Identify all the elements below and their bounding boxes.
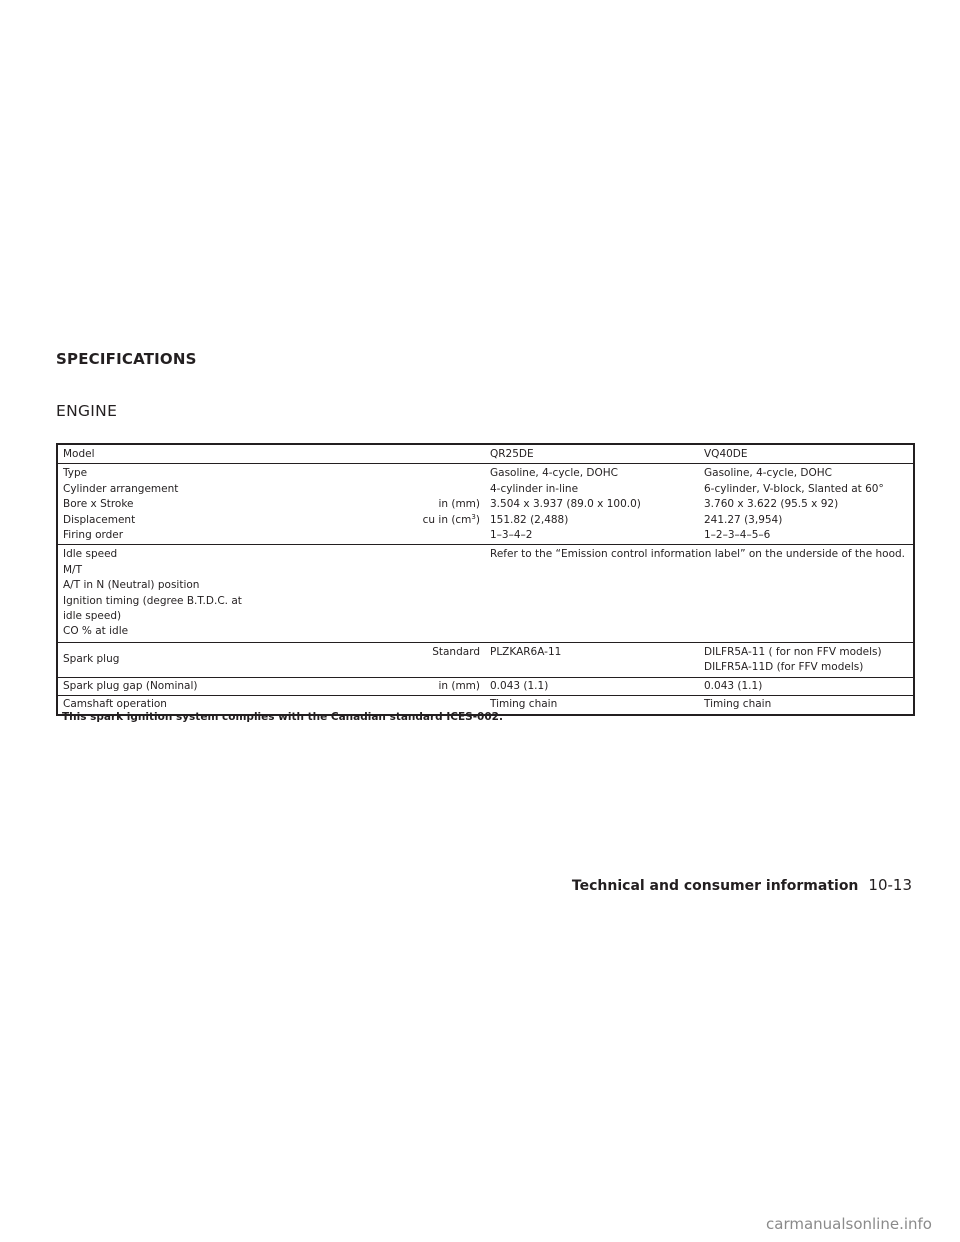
value-type-qr25de: Gasoline, 4-cycle, DOHC: [490, 467, 618, 480]
label-cylinder: Cylinder arrangement: [63, 482, 179, 495]
value-gap-qr25de: 0.043 (1.1): [485, 677, 699, 695]
value-camshaft-qr25de: Timing chain: [485, 696, 699, 715]
general-labels: [57, 464, 485, 545]
value-cylinder-vq40de: 6-cylinder, V-block, Slanted at 60°: [704, 482, 884, 495]
label-bore: Bore x Stroke: [63, 498, 134, 511]
unit-bore: in (mm): [438, 498, 480, 511]
header-model-vq40de: VQ40DE: [704, 448, 748, 460]
table-row-plug-gap: [57, 677, 914, 695]
idle-labels: [57, 545, 485, 642]
value-bore-vq40de: 3.760 x 3.622 (95.5 x 92): [704, 498, 839, 511]
value-spark-plug-vq40de-nonffv: DILFR5A-11 ( for non FFV models): [704, 645, 882, 658]
footer-chapter: Technical and consumer information: [571, 878, 859, 894]
value-displacement-vq40de: 241.27 (3,954): [704, 513, 783, 526]
header-model-qr25de: QR25DE: [490, 448, 534, 460]
subsection-title: ENGINE: [56, 402, 118, 420]
unit-plug-gap: in (mm): [438, 679, 480, 692]
label-firing: Firing order: [63, 529, 124, 542]
general-values-vq40de: [699, 464, 914, 545]
unit-spark-plug: Standard: [432, 645, 480, 658]
label-displacement: Displacement: [63, 513, 136, 526]
label-plug-gap: Spark plug gap (Nominal): [63, 679, 198, 692]
label-spark-plug: Spark plug: [63, 653, 120, 666]
table-header-row: [57, 444, 914, 464]
value-cylinder-qr25de: 4-cylinder in-line: [490, 482, 579, 495]
ices-compliance-note: This spark ignition system complies with the Canadian standard ICES-002.: [62, 711, 503, 723]
engine-spec-table: [56, 443, 915, 716]
idle-emission-note: Refer to the “Emission control information label” on the underside of the hood.: [485, 545, 914, 642]
value-spark-plug-vq40de-ffv: DILFR5A-11D (for FFV models): [704, 661, 864, 674]
unit-displacement: cu in $(cm^3)$: [422, 512, 480, 526]
table-row-spark-plug: [57, 642, 914, 677]
watermark: carmanualsonline.info: [766, 1215, 932, 1233]
label-co-idle: CO % at idle: [63, 625, 129, 638]
section-title: SPECIFICATIONS: [56, 350, 197, 368]
value-firing-vq40de: 1–2–3–4–5–6: [704, 529, 771, 542]
value-camshaft-vq40de: Timing chain: [699, 696, 914, 715]
label-camshaft: Camshaft operation: [57, 696, 485, 715]
table-row-general: [57, 464, 914, 545]
value-bore-qr25de: 3.504 x 3.937 (89.0 x 100.0): [490, 498, 641, 511]
value-type-vq40de: Gasoline, 4-cycle, DOHC: [704, 467, 832, 480]
table-row-idle: [57, 545, 914, 642]
value-firing-qr25de: 1–3–4–2: [490, 529, 533, 542]
value-gap-vq40de: 0.043 (1.1): [699, 677, 914, 695]
header-model-label: Model: [63, 448, 95, 460]
label-idle-speed: Idle speed: [63, 548, 118, 561]
footer-page-number: 10-13: [868, 876, 912, 894]
page-footer: [572, 876, 912, 894]
label-at-neutral: A/T in N (Neutral) position: [63, 579, 200, 592]
label-mt: M/T: [63, 563, 83, 576]
value-spark-plug-qr25de: PLZKAR6A-11: [485, 642, 699, 677]
label-type: Type: [63, 467, 88, 480]
value-displacement-qr25de: 151.82 (2,488): [490, 513, 569, 526]
general-values-qr25de: [485, 464, 699, 545]
label-ignition-timing: Ignition timing (degree B.T.D.C. at idle speed): [63, 594, 242, 623]
